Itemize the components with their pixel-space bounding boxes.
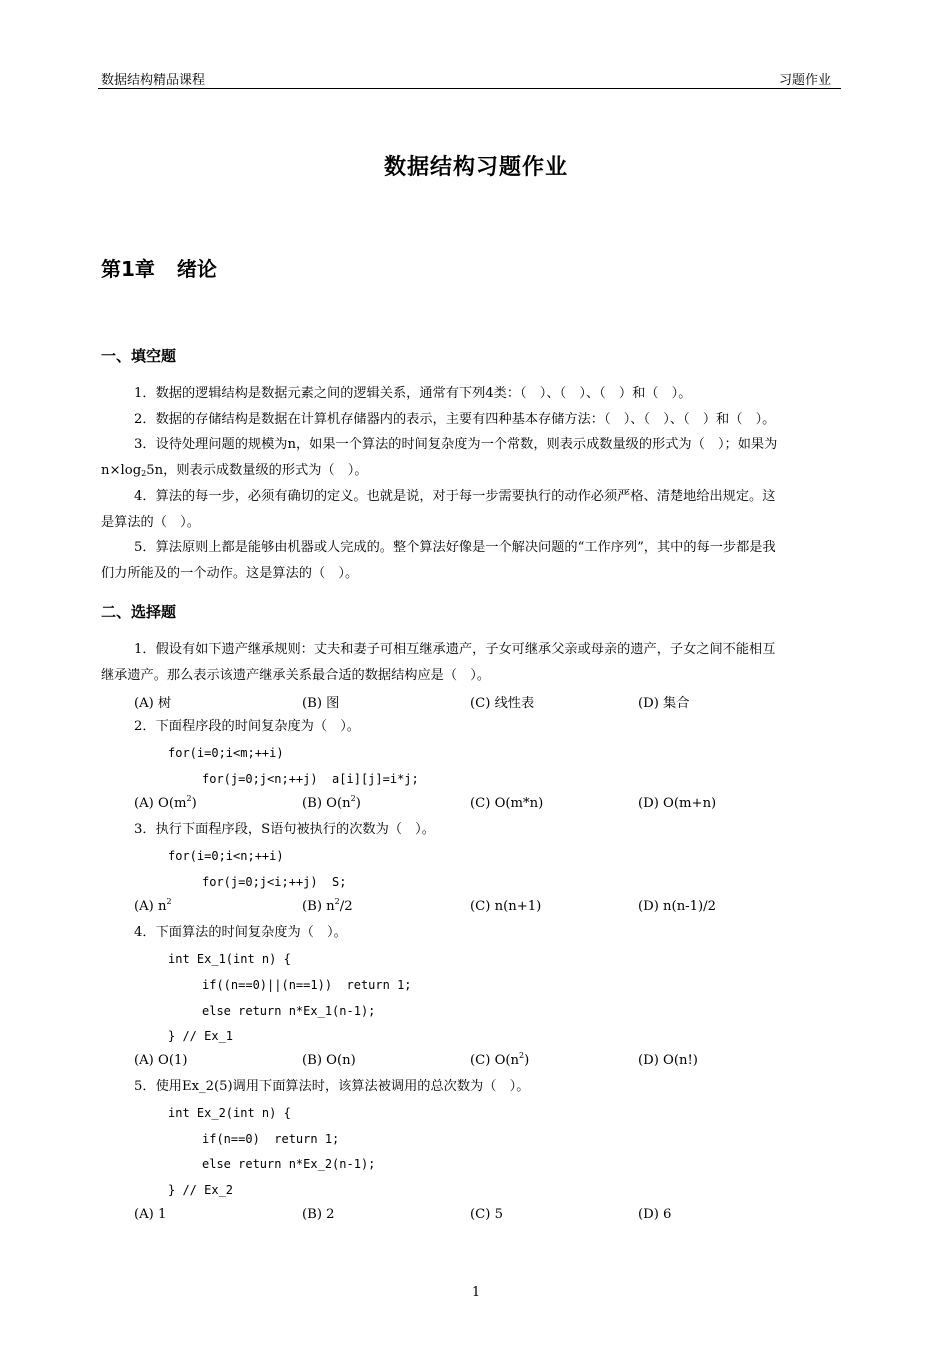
q4-code-line-1: int Ex_1(int n) { (168, 952, 291, 966)
q4-option-b: (B) O(n) (302, 1053, 356, 1068)
document-title: 数据结构习题作业 (383, 155, 568, 180)
fill-question-5-line1: 5．算法原则上都是能够由机器或人完成的。整个算法好像是一个解决问题的“工作序列”，其中的每一步都是我 (134, 540, 776, 555)
q5-option-d: (D) 6 (638, 1207, 672, 1222)
q1-option-c: (C) 线性表 (470, 696, 535, 711)
section-heading-choice: 二、选择题 (101, 603, 177, 621)
chapter-name: 绪论 (176, 257, 217, 281)
q4-option-c: (C) $O(n^2)$ (470, 1051, 530, 1068)
q1-option-d: (D) 集合 (638, 696, 690, 711)
fill-question-2: 2．数据的存储结构是数据在计算机存储器内的表示，主要有四种基本存储方法：（ ）、（ ）、（ ）和（ ）。 (134, 412, 776, 427)
section-heading-fill: 一、填空题 (101, 347, 177, 365)
q1-option-a: (A) 树 (134, 696, 172, 711)
q3-option-a: (A) $n^2$ (134, 897, 172, 914)
page-number: 1 (471, 1285, 481, 1300)
q2-option-c: (C) O(m*n) (470, 796, 544, 811)
fill-question-3-line2: $n\times\log_25n$，则表示成数量级的形式为（ ）。 (101, 463, 368, 478)
page-header (98, 66, 841, 89)
fill-question-3-line1: 3．设待处理问题的规模为n，如果一个算法的时间复杂度为一个常数，则表示成数量级的形式为（ ）；如果为 (134, 437, 778, 452)
q5-code-line-2: if(n==0) return 1; (202, 1132, 340, 1146)
q5-code-line-1: int Ex_2(int n) { (168, 1106, 291, 1120)
q3-option-b: (B) $n^2/2$ (302, 897, 353, 914)
fill-question-5-line2: 们力所能及的一个动作。这是算法的（ ）。 (101, 566, 359, 581)
q2-code-line-1: for(i=0;i<m;++i) (168, 746, 284, 760)
q4-option-a: (A) O(1) (134, 1053, 188, 1068)
q5-code-line-3: else return n*Ex_2(n-1); (202, 1157, 376, 1171)
fill-question-4-line2: 是算法的（ ）。 (101, 515, 200, 530)
header-section-name: 习题作业 (778, 73, 831, 88)
q4-code-line-4: } // Ex_1 (168, 1029, 234, 1043)
q4-code-line-3: else return n*Ex_1(n-1); (202, 1004, 376, 1018)
q5-option-b: (B) 2 (302, 1207, 335, 1222)
choice-question-5: 5．使用Ex_2(5)调用下面算法时，该算法被调用的总次数为（ ）。 (134, 1079, 530, 1094)
choice-question-4: 4．下面算法的时间复杂度为（ ）。 (134, 925, 347, 940)
q1-option-b: (B) 图 (302, 696, 340, 711)
q3-code-line-1: for(i=0;i<n;++i) (168, 849, 284, 863)
q4-code-line-2: if((n==0)||(n==1)) return 1; (202, 978, 412, 992)
q2-code-line-2: for(j=0;j<n;++j) a[i][j]=i*j; (202, 772, 419, 786)
q5-option-a: (A) 1 (134, 1207, 167, 1222)
q2-option-b: (B) $O(n^2)$ (302, 794, 361, 811)
q2-option-d: (D) O(m+n) (638, 796, 717, 811)
q2-option-a: (A) $O(m^2)$ (134, 794, 197, 811)
header-course-name: 数据结构精品课程 (101, 73, 206, 88)
q3-code-line-2: for(j=0;j<i;++j) S; (202, 875, 347, 889)
q4-option-d: (D) O(n!) (638, 1053, 698, 1068)
q3-option-c: (C) n(n+1) (470, 899, 542, 914)
choice-question-2: 2．下面程序段的时间复杂度为（ ）。 (134, 719, 360, 734)
q5-code-line-4: } // Ex_2 (168, 1183, 234, 1197)
choice-question-1-line1: 1．假设有如下遗产继承规则：丈夫和妻子可相互继承遗产，子女可继承父亲或母亲的遗产，子女之间不能相互 (134, 642, 776, 657)
q3-option-d: (D) n(n-1)/2 (638, 899, 717, 914)
chapter-number: 第1章 (101, 257, 155, 281)
choice-question-3: 3．执行下面程序段，S语句被执行的次数为（ ）。 (134, 822, 435, 837)
fill-question-1: 1．数据的逻辑结构是数据元素之间的逻辑关系，通常有下列4类：（ ）、（ ）、（ ）和（ ）。 (134, 386, 692, 401)
q5-option-c: (C) 5 (470, 1207, 503, 1222)
fill-question-4-line1: 4．算法的每一步，必须有确切的定义。也就是说，对于每一步需要执行的动作必须严格、清楚地给出规定。这 (134, 489, 776, 504)
chapter-heading (101, 253, 217, 282)
choice-question-1-line2: 继承遗产。那么表示该遗产继承关系最合适的数据结构应是（ ）。 (101, 668, 491, 683)
